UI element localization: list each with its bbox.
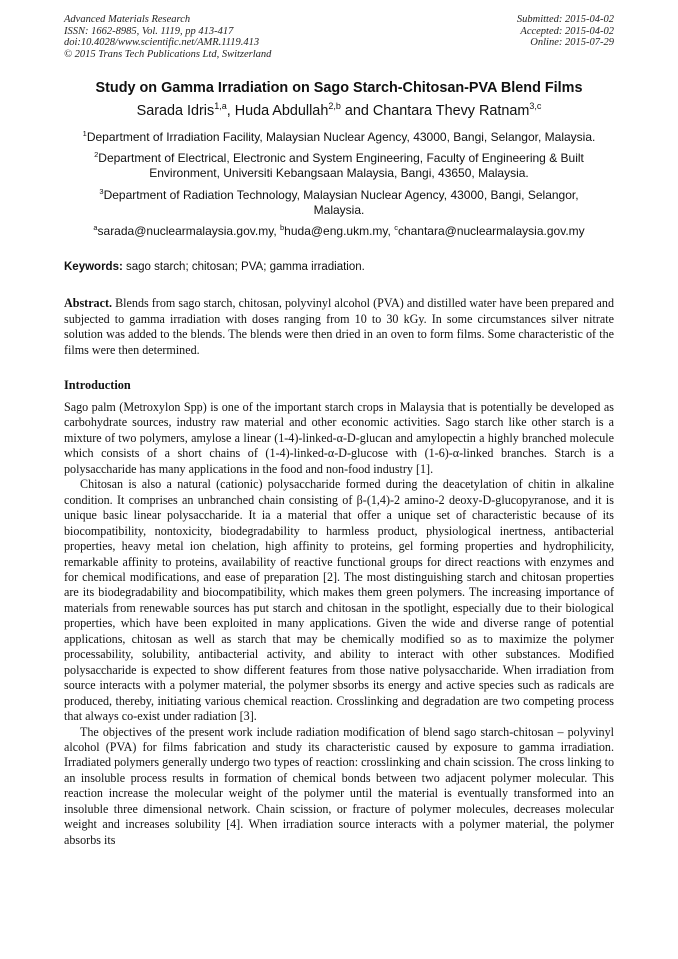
author-list <box>40 102 638 120</box>
affiliation-marker: 2 <box>94 150 99 159</box>
email-marker: b <box>280 223 285 232</box>
author-superscript: 1,a <box>214 101 227 111</box>
affiliation-2 <box>74 151 604 180</box>
author-name: Chantara Thevy Ratnam <box>372 103 530 119</box>
author-superscript: 3,c <box>529 101 542 111</box>
abstract-label: Abstract. <box>64 296 113 310</box>
email-marker: a <box>93 223 98 232</box>
affiliation-1 <box>74 130 604 145</box>
author-emails <box>74 224 604 239</box>
affiliation-text: Department of Irradiation Facility, Malaysian Nuclear Agency, 43000, Bangi, Selangor, Malaysia. <box>86 130 596 144</box>
paragraph: Chitosan is also a natural (cationic) polysaccharide formed during the deacetylation of chitin in alkaline condition. It comprises an unbranched chain consisting of β-(1,4)-2 amino-2 deoxy-D-glucopyranose, and it is unique basic linear polysaccharide. It ia a material that offer a unique set of characteristic because of its biocompatibility, nontoxicity, biodegradability to harmless product, physiological inertness, antibacterial properties, heavy metal ion chelation, high affinity to proteins, gel forming properties and hydrophilicity, remarkable affinity to proteins, availability of reactive functional groups for direct reactions with enzymes and for chemical modifications, and ease of preparation [2]. The most distinguishing starch and chitosan properties are its biodegradability and biocompatibility, which makes them green polymers. The increasing importance of materials from renewable sources has put starch and chitosan in the spotlight, especially due to their biological properties, which have been exploited in many applications. Given the wide and diverse range of potential applications, chitosan as well as starch that may be chemically modified so as to maximize the polymer processability, solubility, antibacterial activity, and ability to interact with other substances. Modified polysaccharide is expected to show different features from those native polysaccharide. When irradiation from source interacts with a polymer material, the polymer sbsorbs its energy and active species such as radicals are produced, thereby, initiating various chemical reaction. Crosslinking and degradation are two competing process that always co-exist under radiation [3]. <box>64 477 614 724</box>
author-superscript: 2,b <box>328 101 341 111</box>
introduction-heading: Introduction <box>64 378 131 392</box>
paper-title: Study on Gamma Irradiation on Sago Starch-Chitosan-PVA Blend Films <box>95 80 583 96</box>
affiliation-text: Department of Radiation Technology, Malaysian Nuclear Agency, 43000, Bangi, Selangor, Malaysia. <box>103 188 579 217</box>
introduction-body <box>64 400 614 848</box>
affiliation-3 <box>74 188 604 217</box>
email-link[interactable]: sarada@nuclearmalaysia.gov.my <box>97 224 274 238</box>
affiliation-marker: 1 <box>82 129 87 138</box>
journal-header <box>64 14 271 60</box>
author-name: Sarada Idris <box>136 103 215 119</box>
abstract-text: Blends from sago starch, chitosan, polyvinyl alcohol (PVA) and distilled water have been prepared and subjected to gamma irradiation with doses ranging from 10 to 30 kGy. In some circumstances silver nitrate solution was added to the blends. The blends were then dried in an oven to form films. Some characteristic of the films were then determined. <box>64 296 614 357</box>
email-separator: , <box>273 224 280 238</box>
email-link[interactable]: chantara@nuclearmalaysia.gov.my <box>397 224 585 238</box>
journal-issn: ISSN: 1662-8985, Vol. 1119, pp 413-417 <box>64 25 234 37</box>
journal-copyright: © 2015 Trans Tech Publications Ltd, Switzerland <box>64 48 272 60</box>
submitted-date: Submitted: 2015-04-02 <box>516 14 614 25</box>
keywords-text: sago starch; chitosan; PVA; gamma irradiation. <box>122 261 365 273</box>
affiliation-text: Department of Electrical, Electronic and System Engineering, Faculty of Engineering & Built Environment, Universiti Kebangsaan Malaysia, Bangi, 43650, Malaysia. <box>98 151 584 180</box>
author-separator: and <box>340 103 373 119</box>
author-separator: , <box>226 103 235 119</box>
email-separator: , <box>387 224 395 238</box>
keywords-label: Keywords: <box>64 261 123 273</box>
author-name: Huda Abdullah <box>234 103 329 119</box>
abstract <box>64 296 614 358</box>
affiliation-marker: 3 <box>99 187 104 196</box>
email-marker: c <box>394 223 398 232</box>
journal-doi: doi:10.4028/www.scientific.net/AMR.1119.413 <box>64 37 260 48</box>
journal-name: Advanced Materials Research <box>64 14 191 25</box>
email-link[interactable]: huda@eng.ukm.my <box>284 224 388 238</box>
paragraph: The objectives of the present work include radiation modification of blend sago starch-chitosan – polyvinyl alcohol (PVA) for films fabrication and study its characteristic caused by exposure to gamma irradiation. Irradiated polymers generally undergo two types of reaction: crosslinking and chain scission. The cross linking to an insoluble process results in formation of chemical bonds between two adjacent polymer molecular. This reaction increase the molecular weight of the polymer until the material is eventually transformed into an insoluble three dimensional network. Chain scission, or fracture of polymer molecules, decreases molecular weight and increases solubility [4]. When irradiation source interacts with a polymer material, the polymer absorbs its <box>64 724 614 847</box>
keywords <box>64 260 616 274</box>
dates-header <box>517 14 614 49</box>
online-date: Online: 2015-07-29 <box>530 37 614 48</box>
accepted-date: Accepted: 2015-04-02 <box>520 25 614 37</box>
paragraph: Sago palm (Metroxylon Spp) is one of the important starch crops in Malaysia that is potentially be developed as carbohydrate sources, industry raw material and other economic activities. Sago starch like other starch is a mixture of two polymers, amylose a linear (1-4)-linked-α-D-glucan and amylopectin a highly branched molecule which consists of a short chains of (1-4)-linked-α-D-glucose with (1-6)-α-linked branches. Starch is a polysaccharide has many applications in the food and non-food industry [1]. <box>64 400 614 476</box>
